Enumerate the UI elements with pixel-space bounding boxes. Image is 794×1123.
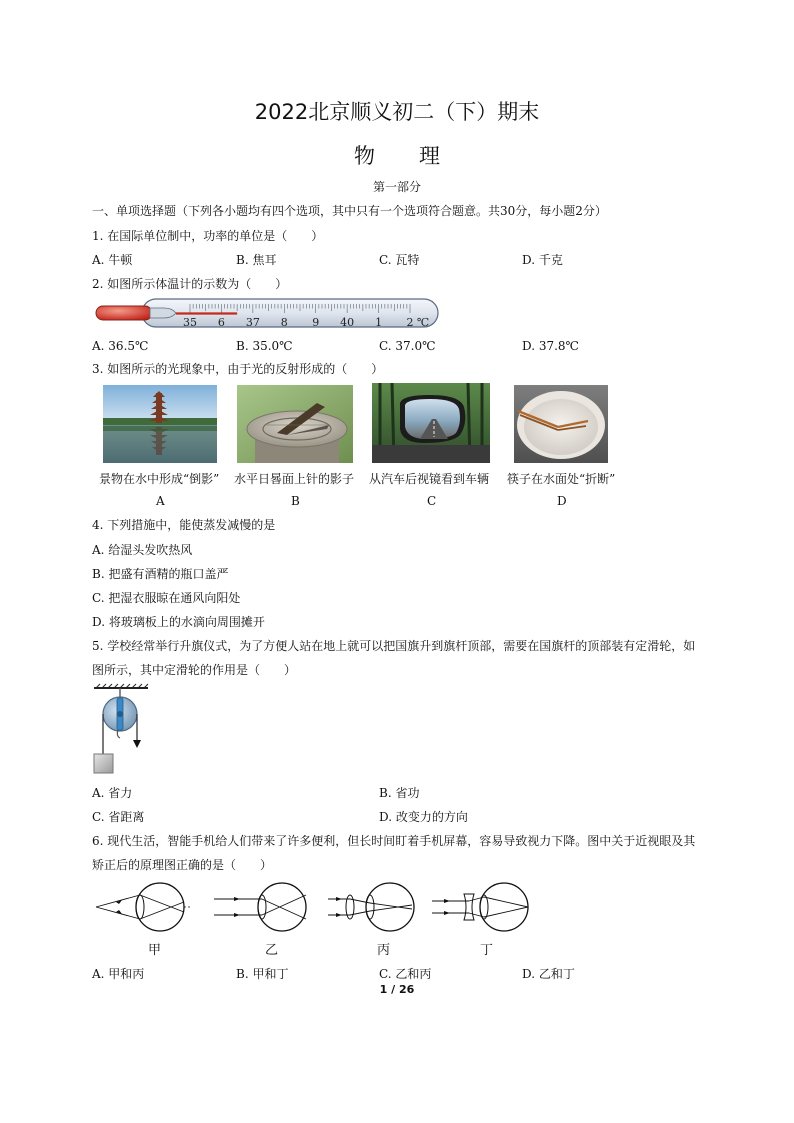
q6-stem-line1: 6. 现代生活，智能手机给人们带来了许多便利，但长时间盯着手机屏幕，容易导致视力下降。图中关于近视眼及其 [92,834,696,848]
eye-label-bing: 丙 [377,943,391,958]
weight-block [94,754,113,773]
q3-caption-b: 水平日晷面上针的影子 [234,472,355,486]
q3-letter-d: D [557,494,567,508]
q1-option-b: B. 焦耳 [236,253,277,267]
thermometer-bulb [96,306,152,320]
q4-option-b: B. 把盛有酒精的瓶口盖严 [92,567,229,581]
q6-option-d: D. 乙和丁 [522,967,575,981]
q6-stem-line2: 矫正后的原理图正确的是（ ） [92,858,273,872]
eye-label-jia: 甲 [148,943,162,958]
q3-caption-d: 筷子在水面处“折断” [507,472,616,486]
scale-label: 1 [375,316,383,329]
scale-unit-label: ℃ [416,316,430,329]
q6-option-a: A. 甲和丙 [92,967,145,981]
q5-option-d: D. 改变力的方向 [379,810,468,824]
q3-stem: 3. 如图所示的光现象中，由于光的反射形成的（ ） [92,362,384,376]
section-heading: 一、单项选择题（下列各小题均有四个选项，其中只有一个选项符合题意。共30分，每小题2分） [92,204,607,218]
q3-letter-b: B [291,494,300,508]
q6-option-b: B. 甲和丁 [236,967,289,981]
q5-option-a: A. 省力 [92,786,133,800]
eye-label-yi: 乙 [265,943,279,958]
photo-car-mirror [372,383,490,463]
section-label: 第一部分 [372,180,421,194]
q3-letter-a: A [156,494,165,508]
eye-diagram-jia [94,880,194,934]
fixed-pulley-figure [92,684,152,776]
q5-option-c: C. 省距离 [92,810,145,824]
q5-stem-line2: 图所示，其中定滑轮的作用是（ ） [92,663,297,677]
scale-label: 8 [280,316,288,329]
q4-stem: 4. 下列措施中，能使蒸发减慢的是 [92,518,276,532]
q5-option-b: B. 省功 [379,786,420,800]
eye-diagram-bing [328,880,420,934]
subject-title: 物理 [354,144,484,168]
scale-label: 35 [183,316,197,329]
eye-diagram-yi [212,880,310,934]
q4-option-d: D. 将玻璃板上的水滴向周围摊开 [92,615,265,629]
thermometer-figure [94,296,440,332]
scale-label: 40 [340,316,355,329]
q1-option-d: D. 千克 [522,253,563,267]
q2-option-d: D. 37.8℃ [522,339,579,353]
q3-caption-c: 从汽车后视镜看到车辆 [369,472,490,486]
thermometer-neck [150,308,176,318]
photo-pagoda-reflection [103,385,217,463]
q5-stem-line1: 5. 学校经常举行升旗仪式，为了方便人站在地上就可以把国旗升到旗杆顶部，需要在国旗杆的顶部装有定滑轮，如 [92,639,696,653]
q4-option-c: C. 把湿衣服晾在通风向阳处 [92,591,241,605]
q3-letter-c: C [427,494,437,508]
page-number: 1 / 26 [379,983,415,996]
q1-stem: 1. 在国际单位制中，功率的单位是（ ） [92,229,324,243]
q1-option-c: C. 瓦特 [379,253,420,267]
eye-label-ding: 丁 [480,943,494,958]
q2-stem: 2. 如图所示体温计的示数为（ ） [92,277,288,291]
q2-option-c: C. 37.0℃ [379,339,436,353]
photo-sundial [237,385,353,463]
q2-option-a: A. 36.5℃ [92,339,149,353]
q2-option-b: B. 35.0℃ [236,339,293,353]
page-title: 2022北京顺义初二（下）期末 [254,100,540,124]
q6-option-c: C. 乙和丙 [379,967,432,981]
pull-direction-arrow-icon [133,740,141,748]
q1-option-a: A. 牛顿 [92,253,133,267]
q4-option-a: A. 给湿头发吹热风 [92,543,193,557]
scale-label: 9 [312,316,320,329]
scale-label: 37 [245,316,260,329]
scale-label: 2 [406,316,414,329]
q3-caption-a: 景物在水中形成“倒影” [99,472,220,486]
eye-diagram-ding [432,880,532,934]
photo-chopsticks-bowl [514,385,608,463]
scale-label: 6 [217,316,225,329]
